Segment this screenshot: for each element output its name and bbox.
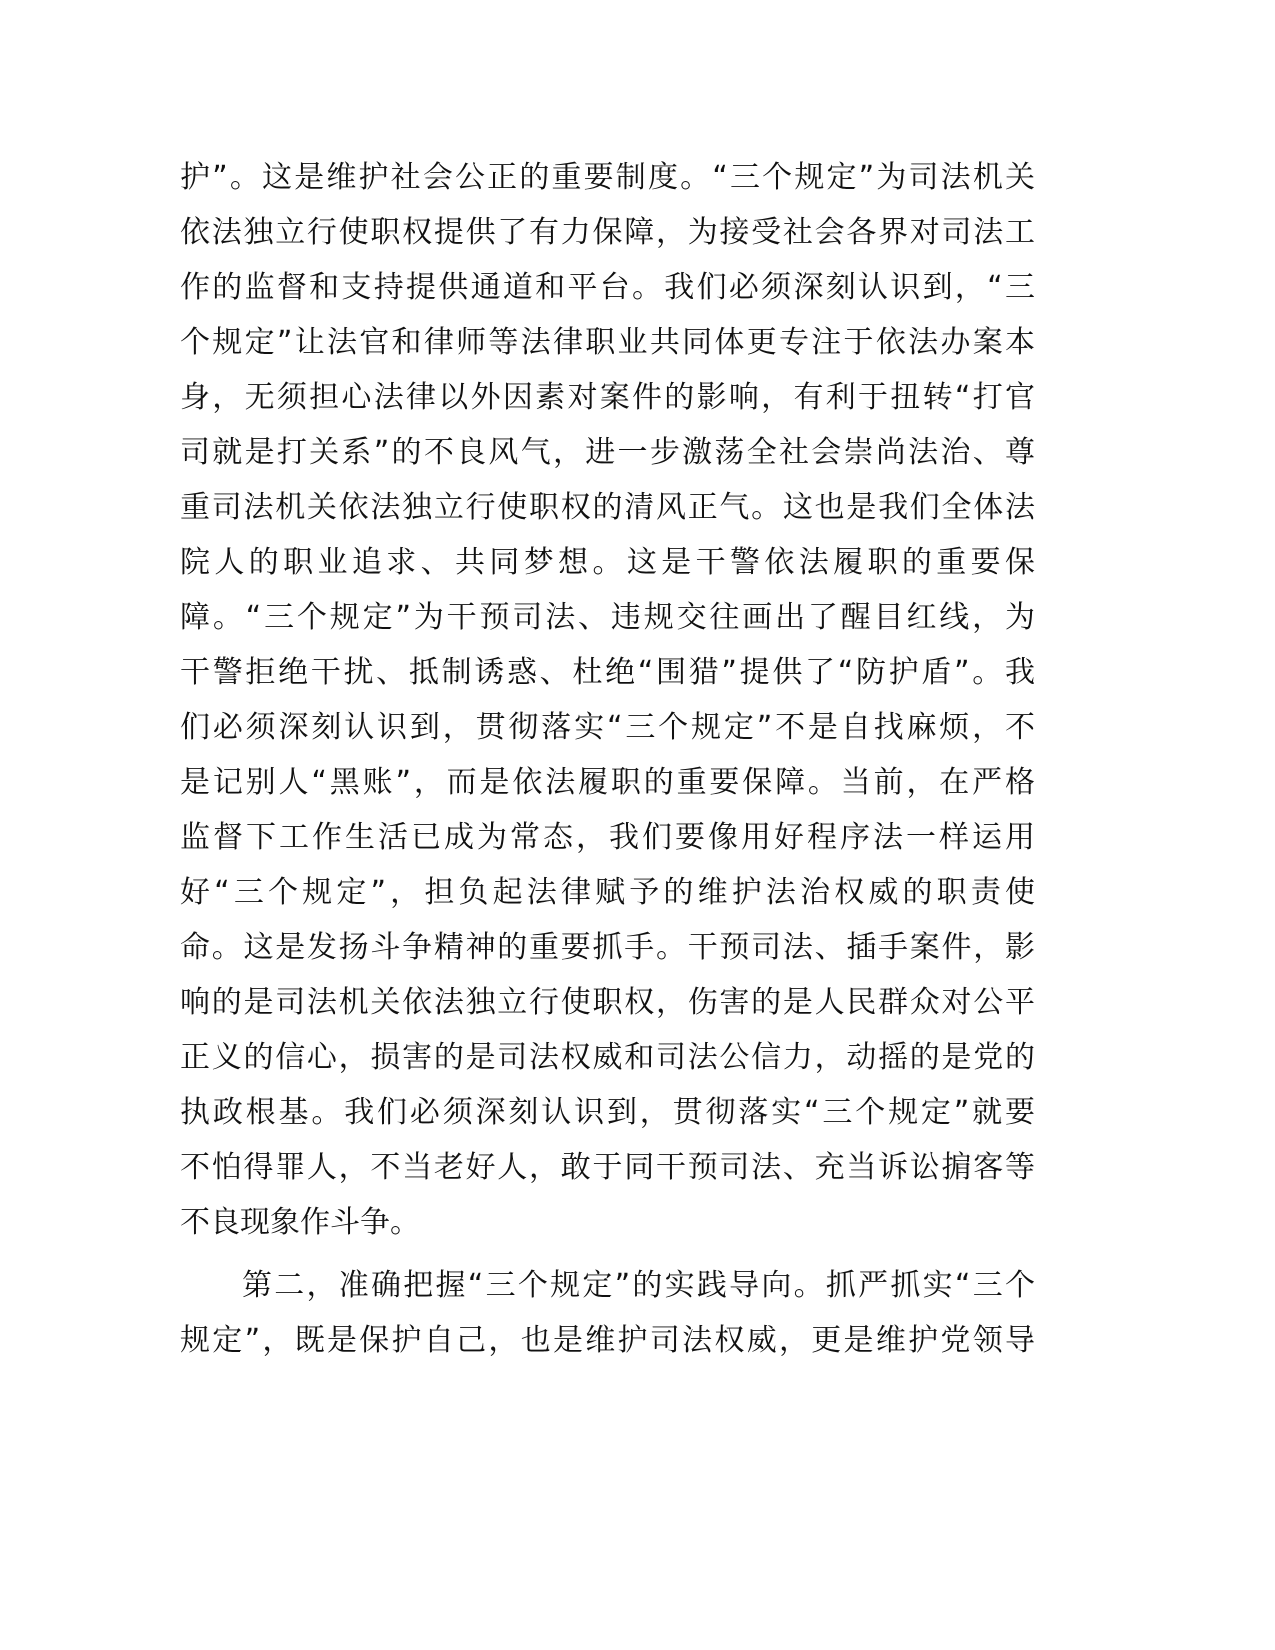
paragraph-gap: [180, 1250, 1035, 1258]
body-text: [180, 150, 1035, 1368]
text-line: 们必须深刻认识到，贯彻落实“三个规定”不是自找麻烦，不: [180, 710, 1035, 745]
text-line: 作的监督和支持提供通道和平台。我们必须深刻认识到，“三: [180, 270, 1035, 305]
text-line: 依法独立行使职权提供了有力保障，为接受社会各界对司法工: [180, 215, 1035, 250]
text-line: 司就是打关系”的不良风气，进一步激荡全社会崇尚法治、尊: [180, 435, 1035, 470]
text-line: 障。“三个规定”为干预司法、违规交往画出了醒目红线，为: [180, 600, 1035, 635]
text-line: 正义的信心，损害的是司法权威和司法公信力，动摇的是党的: [180, 1040, 1035, 1075]
text-line: 规定”，既是保护自己，也是维护司法权威，更是维护党领导: [180, 1323, 1035, 1358]
paragraph-2: [180, 1258, 1035, 1368]
text-line: 是记别人“黑账”，而是依法履职的重要保障。当前，在严格: [180, 765, 1035, 800]
text-line: 执政根基。我们必须深刻认识到，贯彻落实“三个规定”就要: [180, 1095, 1035, 1130]
text-line: 干警拒绝干扰、抵制诱惑、杜绝“围猎”提供了“防护盾”。我: [180, 655, 1035, 690]
text-line: 响的是司法机关依法独立行使职权，伤害的是人民群众对公平: [180, 985, 1035, 1020]
text-line: 命。这是发扬斗争精神的重要抓手。干预司法、插手案件，影: [180, 930, 1035, 965]
text-line: 护”。这是维护社会公正的重要制度。“三个规定”为司法机关: [180, 160, 1035, 195]
paragraph-1: [180, 150, 1035, 1250]
text-line: 不良现象作斗争。: [180, 1205, 420, 1240]
text-line: 第二，准确把握“三个规定”的实践导向。抓严抓实“三个: [242, 1268, 1035, 1303]
text-line: 个规定”让法官和律师等法律职业共同体更专注于依法办案本: [180, 325, 1035, 360]
text-line: 院人的职业追求、共同梦想。这是干警依法履职的重要保: [180, 545, 1035, 580]
text-line: 不怕得罪人，不当老好人，敢于同干预司法、充当诉讼掮客等: [180, 1150, 1035, 1185]
text-line: 好“三个规定”，担负起法律赋予的维护法治权威的职责使: [180, 875, 1035, 910]
text-line: 监督下工作生活已成为常态，我们要像用好程序法一样运用: [180, 820, 1035, 855]
text-line: 身，无须担心法律以外因素对案件的影响，有利于扭转“打官: [180, 380, 1035, 415]
text-line: 重司法机关依法独立行使职权的清风正气。这也是我们全体法: [180, 490, 1035, 525]
